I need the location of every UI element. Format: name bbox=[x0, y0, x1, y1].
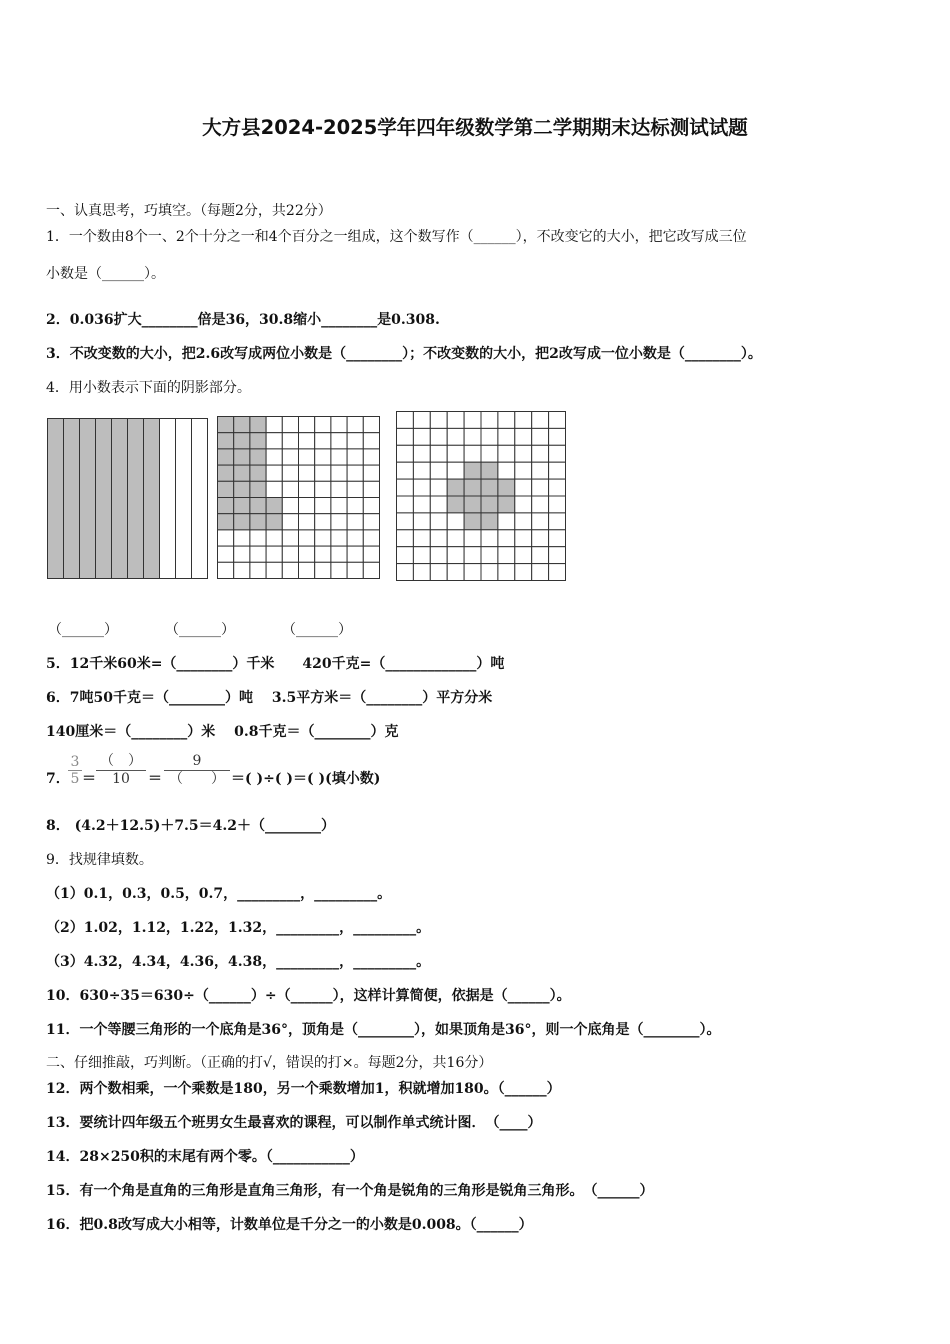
page-title: 大方县2024-2025学年四年级数学第二学期期末达标测试试题 bbox=[202, 116, 748, 139]
grid-cell bbox=[430, 412, 447, 429]
grid-cell bbox=[315, 449, 331, 465]
grid-cell bbox=[413, 479, 430, 496]
shaded-cell bbox=[250, 481, 266, 497]
grid-cell bbox=[282, 481, 298, 497]
grid-cell bbox=[447, 462, 464, 479]
grid-cell bbox=[250, 530, 266, 546]
grid-cell bbox=[299, 546, 315, 562]
shaded-cell bbox=[464, 462, 481, 479]
grid-cell bbox=[498, 412, 515, 429]
grid-cell bbox=[266, 530, 282, 546]
shaded-cell bbox=[481, 496, 498, 513]
grid-cell bbox=[532, 479, 549, 496]
shaded-cell bbox=[481, 462, 498, 479]
grid-cell bbox=[363, 562, 379, 578]
grid-cell bbox=[397, 479, 414, 496]
grid-cell bbox=[299, 481, 315, 497]
shaded-cell bbox=[234, 498, 250, 514]
grid-cell bbox=[464, 530, 481, 547]
shaded-cell bbox=[234, 481, 250, 497]
grid-cell bbox=[363, 514, 379, 530]
grid-cell bbox=[331, 465, 347, 481]
shaded-cell bbox=[218, 481, 234, 497]
question-1-line-2: 小数是（______）。 bbox=[46, 266, 165, 282]
grid-cell bbox=[498, 445, 515, 462]
question-16: 16．把0.8改写成大小相等，计数单位是千分之一的小数是0.008。（______） bbox=[46, 1217, 533, 1233]
grid-cell bbox=[266, 449, 282, 465]
grid-cell bbox=[218, 530, 234, 546]
grid-cell bbox=[315, 417, 331, 433]
grid-cell bbox=[331, 481, 347, 497]
grid-cell bbox=[397, 428, 414, 445]
grid-cell bbox=[299, 433, 315, 449]
figure-1-tenths bbox=[47, 418, 209, 580]
grid-cell bbox=[315, 562, 331, 578]
equals-sign-2: ＝ bbox=[148, 771, 162, 787]
question-9-item-2: （2）1.02，1.12，1.22，1.32，_________，_________。 bbox=[46, 920, 431, 936]
grid-cell bbox=[315, 465, 331, 481]
grid-cell bbox=[413, 530, 430, 547]
grid-cell bbox=[266, 562, 282, 578]
grid-cell bbox=[515, 412, 532, 429]
grid-cell bbox=[282, 530, 298, 546]
shaded-cell bbox=[250, 433, 266, 449]
shaded-cell bbox=[218, 417, 234, 433]
grid-cell bbox=[413, 462, 430, 479]
grid-cell bbox=[315, 481, 331, 497]
grid-cell bbox=[515, 564, 532, 581]
grid-cell bbox=[299, 514, 315, 530]
question-10: 10．630÷35＝630÷（______）÷（______），这样计算简便，依据是（______）。 bbox=[46, 988, 571, 1004]
shaded-cell bbox=[464, 513, 481, 530]
grid-cell bbox=[299, 562, 315, 578]
grid-cell bbox=[447, 428, 464, 445]
shaded-cell bbox=[234, 433, 250, 449]
grid-cell bbox=[481, 445, 498, 462]
grid-cell bbox=[549, 513, 566, 530]
grid-cell bbox=[397, 513, 414, 530]
grid-cell bbox=[282, 498, 298, 514]
grid-cell bbox=[250, 562, 266, 578]
question-4-stem: 4．用小数表示下面的阴影部分。 bbox=[46, 380, 251, 396]
grid-cell bbox=[282, 465, 298, 481]
question-4-answer-1: （______） bbox=[48, 622, 118, 638]
question-4-answer-2: （______） bbox=[165, 622, 235, 638]
grid-cell bbox=[347, 546, 363, 562]
question-7-suffix: ＝( )÷( )＝( )(填小数) bbox=[231, 771, 381, 787]
grid-cell bbox=[481, 530, 498, 547]
grid-cell bbox=[218, 562, 234, 578]
shaded-strip bbox=[96, 419, 112, 579]
grid-cell bbox=[430, 445, 447, 462]
grid-cell bbox=[532, 547, 549, 564]
grid-cell bbox=[430, 547, 447, 564]
grid-cell bbox=[331, 449, 347, 465]
grid-cell bbox=[363, 498, 379, 514]
grid-cell bbox=[447, 513, 464, 530]
grid-cell bbox=[515, 479, 532, 496]
grid-cell bbox=[532, 496, 549, 513]
grid-cell bbox=[549, 496, 566, 513]
question-8: 8． (4.2＋12.5)＋7.5＝4.2＋（________） bbox=[46, 818, 336, 834]
grid-cell bbox=[363, 546, 379, 562]
shaded-cell bbox=[250, 498, 266, 514]
grid-cell bbox=[347, 514, 363, 530]
empty-strip bbox=[192, 419, 208, 579]
grid-cell bbox=[515, 547, 532, 564]
grid-cell bbox=[218, 546, 234, 562]
shaded-cell bbox=[481, 479, 498, 496]
grid-cell bbox=[363, 417, 379, 433]
grid-cell bbox=[549, 564, 566, 581]
grid-cell bbox=[413, 513, 430, 530]
shaded-cell bbox=[481, 513, 498, 530]
grid-cell bbox=[447, 530, 464, 547]
grid-cell bbox=[266, 465, 282, 481]
grid-cell bbox=[549, 530, 566, 547]
shaded-strip bbox=[112, 419, 128, 579]
grid-cell bbox=[315, 433, 331, 449]
grid-cell bbox=[413, 428, 430, 445]
grid-cell bbox=[266, 417, 282, 433]
grid-cell bbox=[464, 428, 481, 445]
empty-strip bbox=[160, 419, 176, 579]
question-7-prefix: 7． bbox=[46, 771, 70, 787]
grid-cell bbox=[397, 445, 414, 462]
grid-cell bbox=[331, 546, 347, 562]
grid-cell bbox=[234, 530, 250, 546]
grid-cell bbox=[549, 462, 566, 479]
shaded-cell bbox=[218, 433, 234, 449]
question-9-item-1: （1）0.1，0.3，0.5，0.7，_________，_________。 bbox=[46, 886, 392, 902]
shaded-cell bbox=[250, 449, 266, 465]
question-15: 15．有一个角是直角的三角形是直角三角形，有一个角是锐角的三角形是锐角三角形。 （______） bbox=[46, 1183, 654, 1199]
grid-cell bbox=[481, 412, 498, 429]
grid-cell bbox=[498, 462, 515, 479]
shaded-cell bbox=[250, 465, 266, 481]
grid-cell bbox=[347, 498, 363, 514]
grid-cell bbox=[413, 445, 430, 462]
grid-cell bbox=[430, 496, 447, 513]
grid-cell bbox=[515, 462, 532, 479]
question-5: 5．12千米60米=（________）千米 420千克=（_____________）吨 bbox=[46, 656, 505, 672]
grid-cell bbox=[347, 449, 363, 465]
grid-cell bbox=[430, 428, 447, 445]
grid-cell bbox=[532, 445, 549, 462]
grid-cell bbox=[347, 562, 363, 578]
grid-cell bbox=[481, 547, 498, 564]
grid-cell bbox=[481, 564, 498, 581]
grid-cell bbox=[347, 433, 363, 449]
question-13: 13．要统计四年级五个班男女生最喜欢的课程，可以制作单式统计图． （____） bbox=[46, 1115, 542, 1131]
grid-cell bbox=[464, 547, 481, 564]
grid-cell bbox=[430, 513, 447, 530]
grid-cell bbox=[299, 530, 315, 546]
grid-cell bbox=[464, 445, 481, 462]
grid-cell bbox=[447, 412, 464, 429]
grid-cell bbox=[447, 445, 464, 462]
grid-cell bbox=[266, 481, 282, 497]
question-11: 11．一个等腰三角形的一个底角是36°，顶角是（________），如果顶角是36°，则一个底角是（________）。 bbox=[46, 1022, 721, 1038]
shaded-cell bbox=[218, 449, 234, 465]
question-6-line-2: 140厘米＝（________）米 0.8千克＝（________）克 bbox=[46, 724, 399, 740]
fraction-3-5: $\frac{3}{5}$ bbox=[68, 754, 82, 787]
grid-cell bbox=[282, 417, 298, 433]
grid-cell bbox=[549, 547, 566, 564]
shaded-cell bbox=[250, 417, 266, 433]
grid-cell bbox=[315, 498, 331, 514]
shaded-cell bbox=[218, 498, 234, 514]
shaded-cell bbox=[250, 514, 266, 530]
grid-cell bbox=[464, 412, 481, 429]
grid-cell bbox=[549, 445, 566, 462]
question-14: 14．28×250积的末尾有两个零。（___________） bbox=[46, 1149, 364, 1165]
shaded-strip bbox=[80, 419, 96, 579]
grid-cell bbox=[315, 514, 331, 530]
section-2-heading: 二、仔细推敲，巧判断。（正确的打√，错误的打×。每题2分，共16分） bbox=[46, 1055, 493, 1071]
grid-cell bbox=[532, 428, 549, 445]
grid-cell bbox=[515, 496, 532, 513]
grid-cell bbox=[430, 530, 447, 547]
grid-cell bbox=[397, 547, 414, 564]
grid-cell bbox=[347, 465, 363, 481]
grid-cell bbox=[299, 417, 315, 433]
grid-cell bbox=[397, 530, 414, 547]
grid-cell bbox=[363, 433, 379, 449]
grid-cell bbox=[532, 564, 549, 581]
grid-cell bbox=[299, 465, 315, 481]
grid-cell bbox=[299, 498, 315, 514]
shaded-cell bbox=[234, 449, 250, 465]
grid-cell bbox=[347, 530, 363, 546]
grid-cell bbox=[498, 547, 515, 564]
grid-cell bbox=[413, 547, 430, 564]
question-2: 2．0.036扩大________倍是36，30.8缩小________是0.308. bbox=[46, 312, 440, 328]
grid-cell bbox=[413, 564, 430, 581]
grid-cell bbox=[481, 428, 498, 445]
grid-cell bbox=[549, 428, 566, 445]
fraction-blank-over-10: （ ） 10 bbox=[96, 753, 146, 788]
figure-3-hundredths-grid bbox=[396, 411, 567, 582]
grid-cell bbox=[430, 462, 447, 479]
question-9-item-3: （3）4.32，4.34，4.36，4.38，_________，_________。 bbox=[46, 954, 431, 970]
grid-cell bbox=[315, 530, 331, 546]
fraction-9-over-blank: 9 （ ） bbox=[164, 753, 230, 788]
grid-cell bbox=[498, 428, 515, 445]
grid-cell bbox=[430, 564, 447, 581]
grid-cell bbox=[331, 562, 347, 578]
grid-cell bbox=[347, 481, 363, 497]
grid-cell bbox=[532, 462, 549, 479]
grid-cell bbox=[464, 564, 481, 581]
grid-cell bbox=[282, 514, 298, 530]
question-12: 12．两个数相乘，一个乘数是180，另一个乘数增加1，积就增加180。（______） bbox=[46, 1081, 561, 1097]
grid-cell bbox=[447, 547, 464, 564]
shaded-cell bbox=[266, 514, 282, 530]
grid-cell bbox=[413, 496, 430, 513]
shaded-cell bbox=[234, 465, 250, 481]
grid-cell bbox=[315, 546, 331, 562]
grid-cell bbox=[282, 562, 298, 578]
shaded-cell bbox=[218, 514, 234, 530]
grid-cell bbox=[363, 481, 379, 497]
question-4-answer-3: （______） bbox=[282, 622, 352, 638]
grid-cell bbox=[363, 449, 379, 465]
shaded-cell bbox=[447, 496, 464, 513]
grid-cell bbox=[515, 530, 532, 547]
grid-cell bbox=[282, 433, 298, 449]
figure-2-hundredths-grid bbox=[217, 416, 381, 580]
shaded-cell bbox=[447, 479, 464, 496]
grid-cell bbox=[363, 465, 379, 481]
grid-cell bbox=[397, 462, 414, 479]
question-3: 3．不改变数的大小，把2.6改写成两位小数是（________）；不改变数的大小，把2改写成一位小数是（________）。 bbox=[46, 346, 762, 362]
grid-cell bbox=[282, 546, 298, 562]
grid-cell bbox=[331, 530, 347, 546]
shaded-strip bbox=[128, 419, 144, 579]
grid-cell bbox=[498, 564, 515, 581]
question-6-line-1: 6．7吨50千克＝（________）吨 3.5平方米＝（________）平方分米 bbox=[46, 690, 493, 706]
equals-sign-1: ＝ bbox=[82, 771, 96, 787]
grid-cell bbox=[397, 496, 414, 513]
grid-cell bbox=[549, 412, 566, 429]
grid-cell bbox=[331, 433, 347, 449]
grid-cell bbox=[266, 546, 282, 562]
shaded-cell bbox=[266, 498, 282, 514]
shaded-cell bbox=[498, 479, 515, 496]
grid-cell bbox=[397, 564, 414, 581]
grid-cell bbox=[447, 564, 464, 581]
shaded-cell bbox=[234, 514, 250, 530]
grid-cell bbox=[331, 417, 347, 433]
question-1-line-1: 1．一个数由8个一、2个十分之一和4个百分之一组成，这个数写作（______），不改变它的大小，把它改写成三位 bbox=[46, 229, 747, 245]
shaded-strip bbox=[144, 419, 160, 579]
grid-cell bbox=[413, 412, 430, 429]
grid-cell bbox=[331, 514, 347, 530]
grid-cell bbox=[234, 546, 250, 562]
question-9-stem: 9．找规律填数。 bbox=[46, 852, 153, 868]
shaded-cell bbox=[498, 496, 515, 513]
grid-cell bbox=[347, 417, 363, 433]
shaded-strip bbox=[48, 419, 64, 579]
shaded-strip bbox=[64, 419, 80, 579]
grid-cell bbox=[515, 513, 532, 530]
grid-cell bbox=[266, 433, 282, 449]
shaded-cell bbox=[464, 479, 481, 496]
grid-cell bbox=[549, 479, 566, 496]
grid-cell bbox=[397, 412, 414, 429]
grid-cell bbox=[515, 428, 532, 445]
empty-strip bbox=[176, 419, 192, 579]
section-1-heading: 一、认真思考，巧填空。（每题2分，共22分） bbox=[46, 203, 332, 219]
grid-cell bbox=[532, 412, 549, 429]
grid-cell bbox=[532, 530, 549, 547]
grid-cell bbox=[532, 513, 549, 530]
grid-cell bbox=[363, 530, 379, 546]
grid-cell bbox=[250, 546, 266, 562]
shaded-cell bbox=[234, 417, 250, 433]
grid-cell bbox=[430, 479, 447, 496]
shaded-cell bbox=[464, 496, 481, 513]
grid-cell bbox=[282, 449, 298, 465]
shaded-cell bbox=[218, 465, 234, 481]
grid-cell bbox=[331, 498, 347, 514]
grid-cell bbox=[498, 530, 515, 547]
grid-cell bbox=[299, 449, 315, 465]
grid-cell bbox=[498, 513, 515, 530]
grid-cell bbox=[234, 562, 250, 578]
grid-cell bbox=[515, 445, 532, 462]
